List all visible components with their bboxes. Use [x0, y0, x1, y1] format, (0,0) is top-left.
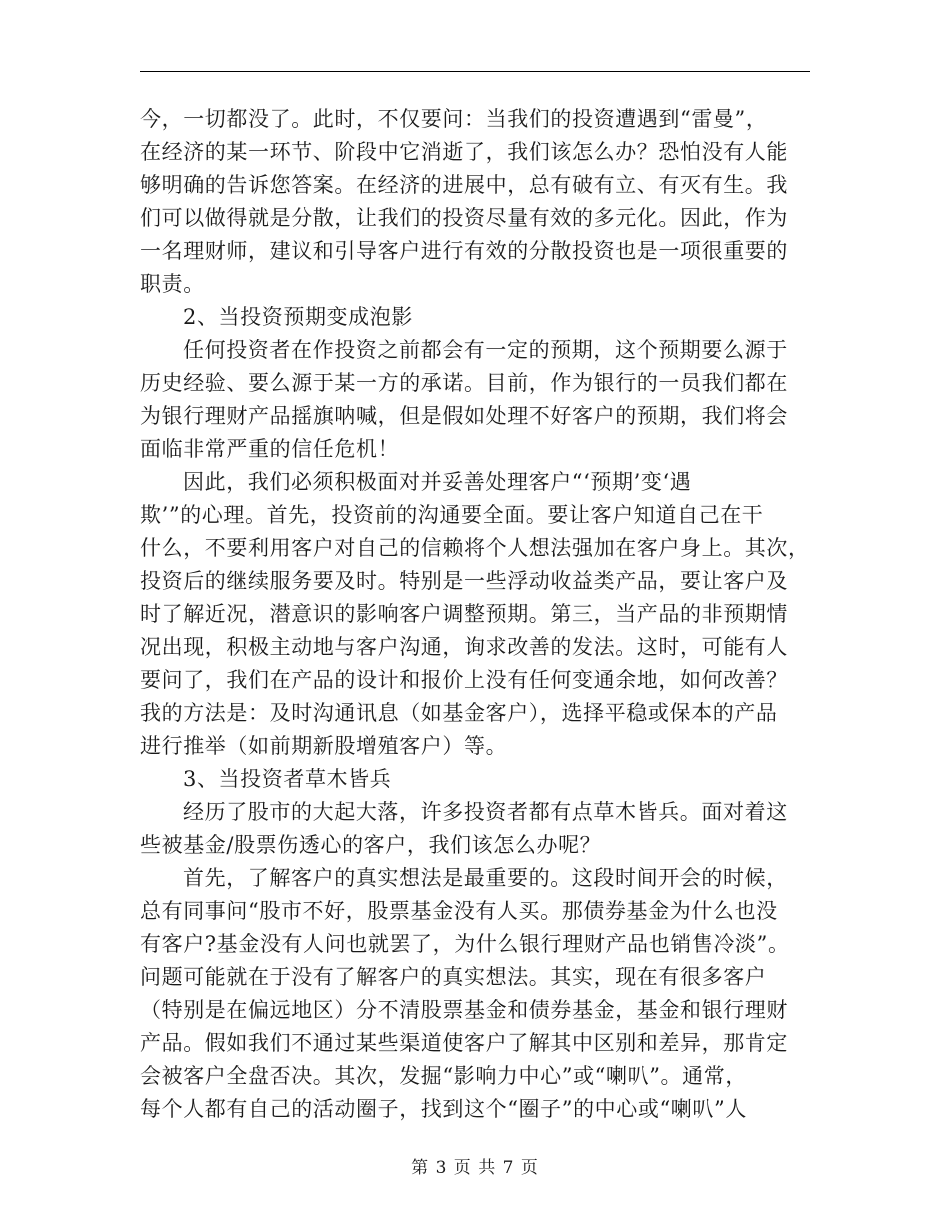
text-line: （特别是在偏远地区）分不清股票基金和债券基金，基金和银行理财	[140, 998, 788, 1022]
text-line: 总有同事问“股市不好，股票基金没有人买。那债券基金为什么也没	[140, 899, 778, 923]
text-line: 职责。	[140, 272, 205, 296]
text-line: 投资后的继续服务要及时。特别是一些浮动收益类产品，要让客户及	[140, 569, 788, 593]
text-line: 问题可能就在于没有了解客户的真实想法。其实，现在有很多客户	[140, 965, 767, 989]
text-line: 产品。假如我们不通过某些渠道使客户了解其中区别和差异，那肯定	[140, 1031, 788, 1055]
text-line: 任何投资者在作投资之前都会有一定的预期，这个预期要么源于	[183, 338, 788, 362]
text-line: 今，一切都没了。此时，不仅要问：当我们的投资遭遇到“雷曼”，	[140, 107, 768, 131]
text-line: 为银行理财产品摇旗呐喊，但是假如处理不好客户的预期，我们将会	[140, 404, 788, 428]
text-line: 够明确的告诉您答案。在经济的进展中，总有破有立、有灭有生。我	[140, 173, 788, 197]
section-heading: 3、当投资者草木皆兵	[183, 767, 392, 791]
text-line: 首先，了解客户的真实想法是最重要的。这段时间开会的时候，	[183, 866, 788, 890]
text-line: 历史经验、要么源于某一方的承诺。目前，作为银行的一员我们都在	[140, 371, 788, 395]
text-line: 因此，我们必须积极面对并妥善处理客户“‘预期’变‘遇	[183, 470, 692, 494]
page-number: 第 3 页 共 7 页	[411, 1158, 539, 1178]
text-line: 一名理财师，建议和引导客户进行有效的分散投资也是一项很重要的	[140, 239, 788, 263]
text-line: 要问了，我们在产品的设计和报价上没有任何变通余地，如何改善？	[140, 668, 788, 692]
text-line: 欺’”的心理。首先，投资前的沟通要全面。要让客户知道自己在干	[140, 503, 764, 527]
text-line: 面临非常严重的信任危机！	[140, 437, 400, 461]
header-divider	[140, 71, 810, 72]
text-line: 进行推举（如前期新股增殖客户）等。	[140, 734, 508, 758]
section-heading: 2、当投资预期变成泡影	[183, 305, 413, 329]
text-line: 我的方法是：及时沟通讯息（如基金客户），选择平稳或保本的产品	[140, 701, 778, 725]
text-line: 会被客户全盘否决。其次，发掘“影响力中心”或“喇叭”。通常，	[140, 1064, 747, 1088]
text-line: 每个人都有自己的活动圈子，找到这个“圈子”的中心或“喇叭”人	[140, 1097, 747, 1121]
text-line: 时了解近况，潜意识的影响客户调整预期。第三，当产品的非预期情	[140, 602, 788, 626]
text-line: 们可以做得就是分散，让我们的投资尽量有效的多元化。因此，作为	[140, 206, 788, 230]
text-line: 在经济的某一环节、阶段中它消逝了，我们该怎么办？恐怕没有人能	[140, 140, 788, 164]
text-line: 经历了股市的大起大落，许多投资者都有点草木皆兵。面对着这	[183, 800, 788, 824]
text-line: 什么，不要利用客户对自己的信赖将个人想法强加在客户身上。其次，	[140, 536, 810, 560]
text-line: 有客户?基金没有人问也就罢了，为什么银行理财产品也销售冷淡”。	[140, 932, 790, 956]
body-text	[140, 103, 812, 1126]
text-line: 况出现，积极主动地与客户沟通，询求改善的发法。这时，可能有人	[140, 635, 788, 659]
text-line: 些被基金/股票伤透心的客户，我们该怎么办呢？	[140, 833, 602, 857]
